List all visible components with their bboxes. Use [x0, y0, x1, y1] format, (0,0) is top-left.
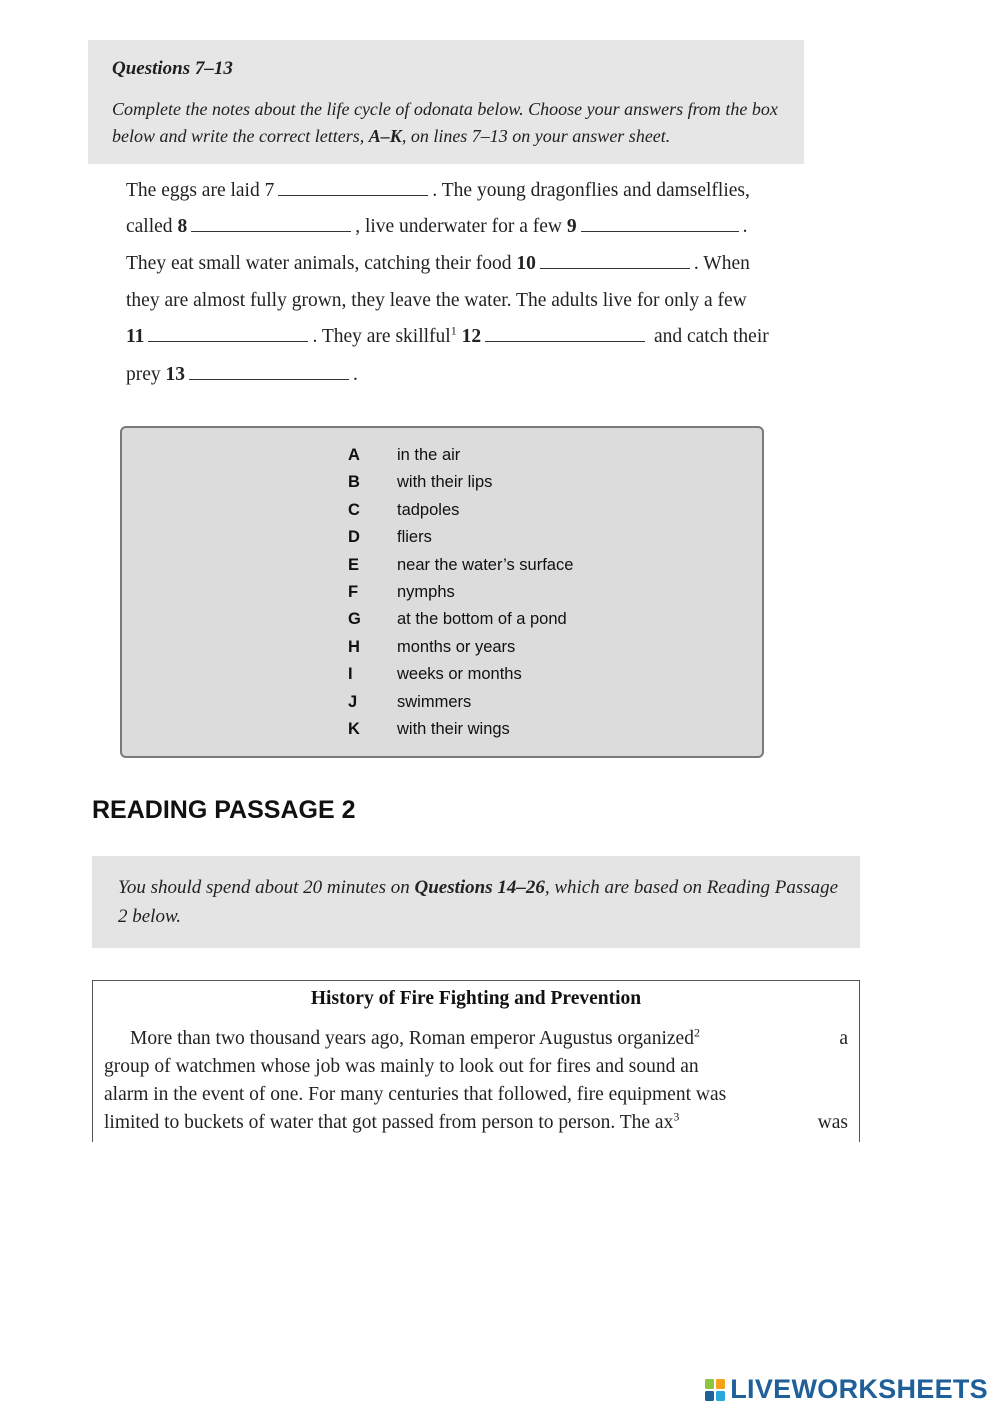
option-letter: B: [348, 473, 360, 492]
notes-line-4: they are almost fully grown, they leave the water. The adults live for only a few: [126, 290, 747, 311]
answer-blank-10[interactable]: [540, 254, 690, 269]
option-letter: H: [348, 637, 360, 656]
questions-title: Questions 7–13: [112, 58, 233, 79]
reading-passage-heading: READING PASSAGE 2: [92, 796, 356, 824]
answer-blank-12[interactable]: [485, 327, 645, 342]
option-text: weeks or months: [397, 665, 522, 684]
option-text: tadpoles: [397, 500, 460, 519]
question-number-11: 11: [126, 326, 145, 347]
question-number-12: 12: [461, 326, 482, 347]
option-text: months or years: [397, 637, 516, 656]
notes-line-1: The eggs are laid 7 . The young dragonflies and damselflies,: [126, 180, 750, 201]
footnote-2: 2: [693, 1025, 700, 1040]
notes-line-2: called 8 , live underwater for a few 9 .: [126, 216, 748, 237]
question-number-10: 10: [516, 253, 536, 274]
question-number-7: 7: [264, 180, 275, 201]
question-number-13: 13: [165, 364, 186, 385]
footnote-1: 1: [450, 323, 457, 338]
footnote-3: 3: [673, 1109, 680, 1124]
passage-instructions: You should spend about 20 minutes on Questions 14–26, which are based on Reading Passage 2 below.: [118, 877, 839, 927]
option-letter: I: [348, 665, 353, 684]
answer-blank-11[interactable]: [148, 327, 308, 342]
answer-blank-13[interactable]: [189, 365, 349, 380]
option-text: fliers: [397, 528, 432, 547]
option-text: nymphs: [397, 583, 455, 601]
question-number-8: 8: [177, 216, 188, 237]
option-letter: K: [348, 720, 360, 738]
option-text: with their lips: [397, 473, 493, 492]
option-text: at the bottom of a pond: [397, 610, 567, 629]
option-letter: E: [348, 555, 360, 574]
brand-name: LIVEWORKSHEETS: [730, 1374, 988, 1404]
passage-line-2: group of watchmen whose job was mainly to look out for fires and sound an: [104, 1056, 699, 1077]
liveworksheets-logo-icon: [704, 1377, 726, 1403]
passage-line-1: More than two thousand years ago, Roman emperor Augustus organized$^2$ a: [130, 1025, 848, 1049]
option-letter: G: [348, 610, 361, 629]
notes-line-5: 11 . They are skillful$^1$ 12 and catch their: [126, 323, 769, 347]
passage-line-3: alarm in the event of one. For many centuries that followed, fire equipment was: [104, 1084, 727, 1105]
option-letter: C: [348, 500, 360, 519]
option-letter: F: [348, 583, 359, 601]
option-text: swimmers: [397, 692, 472, 711]
liveworksheets-brand[interactable]: [704, 1374, 988, 1405]
notes-line-6: prey 13 .: [126, 364, 358, 385]
passage-line-4: limited to buckets of water that got passed from person to person. The $ax^3$ was: [104, 1109, 848, 1133]
questions-instructions: Complete the notes about the life cycle of odonata below. Choose your answers from the box below and write the correct letters, A–K, on lines 7–13 on your answer sheet.: [112, 99, 778, 146]
option-text: in the air: [397, 446, 461, 464]
question-number-9: 9: [566, 216, 577, 237]
option-text: with their wings: [397, 720, 510, 738]
option-letter: D: [348, 528, 360, 547]
option-letter: A: [348, 446, 360, 464]
answer-blank-7[interactable]: [278, 181, 428, 196]
option-text: near the water’s surface: [397, 555, 574, 574]
passage-title: History of Fire Fighting and Prevention: [310, 988, 642, 1009]
answer-blank-8[interactable]: [191, 217, 351, 232]
answer-blank-9[interactable]: [581, 217, 739, 232]
option-letter: J: [348, 692, 358, 711]
notes-line-3: They eat small water animals, catching their food 10 . When: [126, 253, 750, 274]
